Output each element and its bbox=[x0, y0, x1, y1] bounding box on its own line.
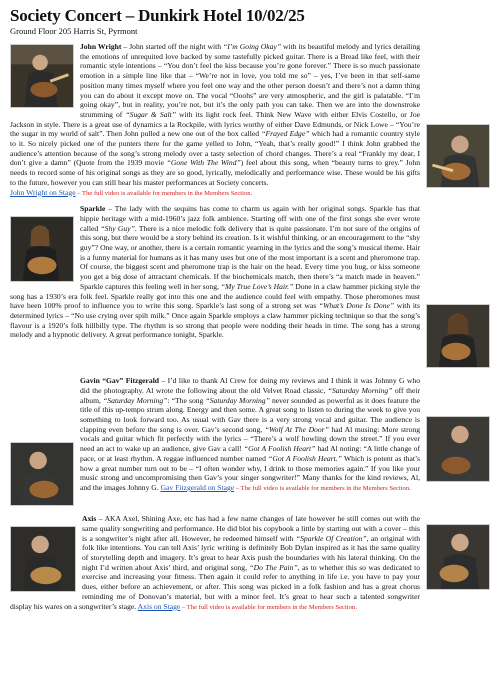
gavin-photo bbox=[426, 416, 490, 482]
members-note: – The full video is available for members in the Members Section. bbox=[75, 189, 253, 197]
section-axis bbox=[10, 514, 490, 612]
gavin-photo-2 bbox=[10, 442, 74, 506]
performer-name: John Wright bbox=[80, 42, 122, 51]
venue-address: Ground Floor 205 Harris St, Pyrmont bbox=[10, 26, 138, 36]
axis-photo bbox=[10, 526, 76, 592]
john-wright-photo bbox=[10, 44, 74, 108]
performer-name: Gavin “Gav” Fitzgerald bbox=[80, 376, 160, 386]
john-wright-video-link[interactable]: John Wright on Stage bbox=[10, 187, 76, 197]
john-wright-photo-2 bbox=[426, 124, 490, 188]
performer-name: Axis bbox=[82, 514, 97, 524]
members-note: – The full video is available for members in the Members Section. bbox=[234, 484, 411, 492]
review-page bbox=[10, 0, 490, 680]
john-wright-text: John Wright – John started off the night with “I’m Going Okay” with its beautiful melody and lyrics detailing the emotions of unrequited love backed by some tastefully picked guitar. There is a Bread like feel, with their romantic style intentions – “You don’t feel the kiss because you’re gone forever.” There is so much passionate emotion in a simple line like that – “We’re not in love, you told me so” – yes, I’ve been in that self-same position many times myself where you feel one way and the other person doesn’t and there’s not a damn thing you can do about it except move on. The vocal “Ooohs” are very atmospheric, and the girl is palatable. “I’m going okay”, but in reality, you’re not, but it’s the only path you can take. Then we are into the downstroke strumming of “Sugar & Salt” with its light rock feel. Think New Wave with either Elvis Costello, or Joe Jackson in style. There is a great use of dynamics a la Rockpile, with lyrics worthy of either Dave Edmunds, or Nick Lowe – “You’re the sugar in my world of salt”. Then John pulled a new one out of the box called “Frayed Edge” which had a romantic country style to it. So nicely picked one of the punters there for the game yelled to John, “Yeah, that’s really good!” I think John grabbed the audience’s attention because of the song’s strong melody over a tasty selection of chord changes. There’s a real “Frankly my dear, I don’t give a damn” (Quote from the 1939 movie “Gone With The Wind”) feel about this song, when “beauty turns to grey.” John needs to record some of his original songs as they are so good, lyrically, melodically and performance wise. These would be his gifts to the future, however you can still hear his master performances at Society concerts. John Wright on Stage – The full video is available for members in the Members Section. bbox=[10, 42, 421, 197]
performer-name: Sparkle bbox=[80, 204, 106, 214]
axis-text: Axis – AKA Axel, Shining Axe, etc has had a few name changes of late however he still comes out with the same quality songwriting and performance. He did blot his copybook a little by starting out with a cover – this is a songwriter’s night after all. However, he redeemed himself with “Sparkle Of Creation”, an original with folk like intentions. You can tell Axis’ lyric writing is definitely Bob Dylan inspired as it has the same quality of storytelling depth and imagery. It’s great to hear Axis push the boundaries with his lateral thinking. On the night I’d written about Axis’ third, and original song, “Do The Pain”, as to whether this so was dedicated to exercise and increasing your fitness. Then again it could refer to anything in life i.e. you have to pay your dues, either before an achievement, or after. This song was picked in a folk fashion and has a great chorus reminding me of Donovan’s material, but with a minor feel. It’s great to hear such a talented songwriter display his wares on a songwriter’s stage. Axis on Stage – The full video is available for members in the Members Section. bbox=[10, 514, 420, 611]
section-gavin-fitzgerald bbox=[10, 376, 490, 508]
sparkle-photo bbox=[10, 216, 74, 282]
sparkle-photo-2 bbox=[426, 304, 490, 368]
axis-video-link[interactable]: Axis on Stage bbox=[137, 601, 181, 611]
section-john-wright bbox=[10, 42, 490, 198]
page-title: Society Concert – Dunkirk Hotel 10/02/25 bbox=[10, 6, 305, 25]
section-sparkle bbox=[10, 204, 490, 370]
axis-photo-2 bbox=[426, 524, 490, 590]
sparkle-text: Sparkle – The lady with the sequins has come to charm us again with her original songs. Sparkle has that hippie heritage with a mid-1960’s jazz folk ambience. Starting off with one of the first songs she ever wrote called “Shy Guy”. There is a nice melodic folk delivery that is quite passionate. I’m not sure of the origins of this song, but there would be a story behind its creation. Is it wishful thinking, or an encouragement to the “shy guy”? One way, or another, there is a certain romantic yearning in the lyrics and the song’s musical theme. Hair is a funny material for humans as it has many uses but one of the most important is a scent and pheromone trap. Of course, the biggest scent and pheromone trap is the hair on the head. Every time you hug, or kiss someone you get a big dose of attractant chemicals. If the biochemicals match, then there’s “a match made in heaven.” Sparkle captures this feeling well in her song, “My True Love’s Hair.” Done in a claw hammer picking style the song has a 1930’s era folk feel. Sparkle really got into this one and the audience could feel with empathy. Those pheromones must have been 100% proof to influence you to write this song. Sparkle’s last song of a strong set was “What’s Done Is Done” with its determined lyrics – “No use crying over spilt milk.” Once again Sparkle employs a claw hammer picking technique so that the song’s flavour is a 1920’s folk hillbilly type. The rhythm is so strong that people were nodding their heads in time. The song has a strong melody and a hypnotic delivery. A great performance tonight, Sparkle. bbox=[10, 204, 420, 340]
gavin-text: Gavin “Gav” Fitzgerald – I’d like to thank Al Crew for doing my reviews and I think it was Johnny G who did the photography. Al wrote the following about the old Velvet Road classic, “Saturday Morning” off their album, “Saturday Morning”: “The song “Saturday Morning” never sounded as powerful as it does feature the title of this up-tempo strum along. Energy and then some. A great song to listen to during the week to give you something to look forward too. As usual with Gav there is a very strong vocal and guitar. The audience is clapping even before the song is over. Gav’s second song, “Wolf At The Door” had Al musing: More strong vocals and guitar which fit perfectly with the lyrics – “There’s a wolf howling down the street.” If you ever need an act to wake up an audience, give Gav a call! “Got A Foolish Heart” had Al noting: “A little change of pace, or at least rhythm. A reggae influenced number named “Got A Foolish Heart.” Which is potent as that’s how a great number turn out to be – “I often wonder why, I drink to those memories again.” If you like your music strong and uncompromising then Gav’s your singer songwriter!” Many thanks for the kind reviews, Al, and the images Johnny G. Gav Fitzgerald on Stage – The full video is available for members in the Members Section. bbox=[80, 376, 421, 492]
members-note: – The full video is available for members in the Members Section. bbox=[180, 603, 357, 611]
gavin-video-link[interactable]: Gav Fitzgerald on Stage bbox=[160, 482, 235, 492]
